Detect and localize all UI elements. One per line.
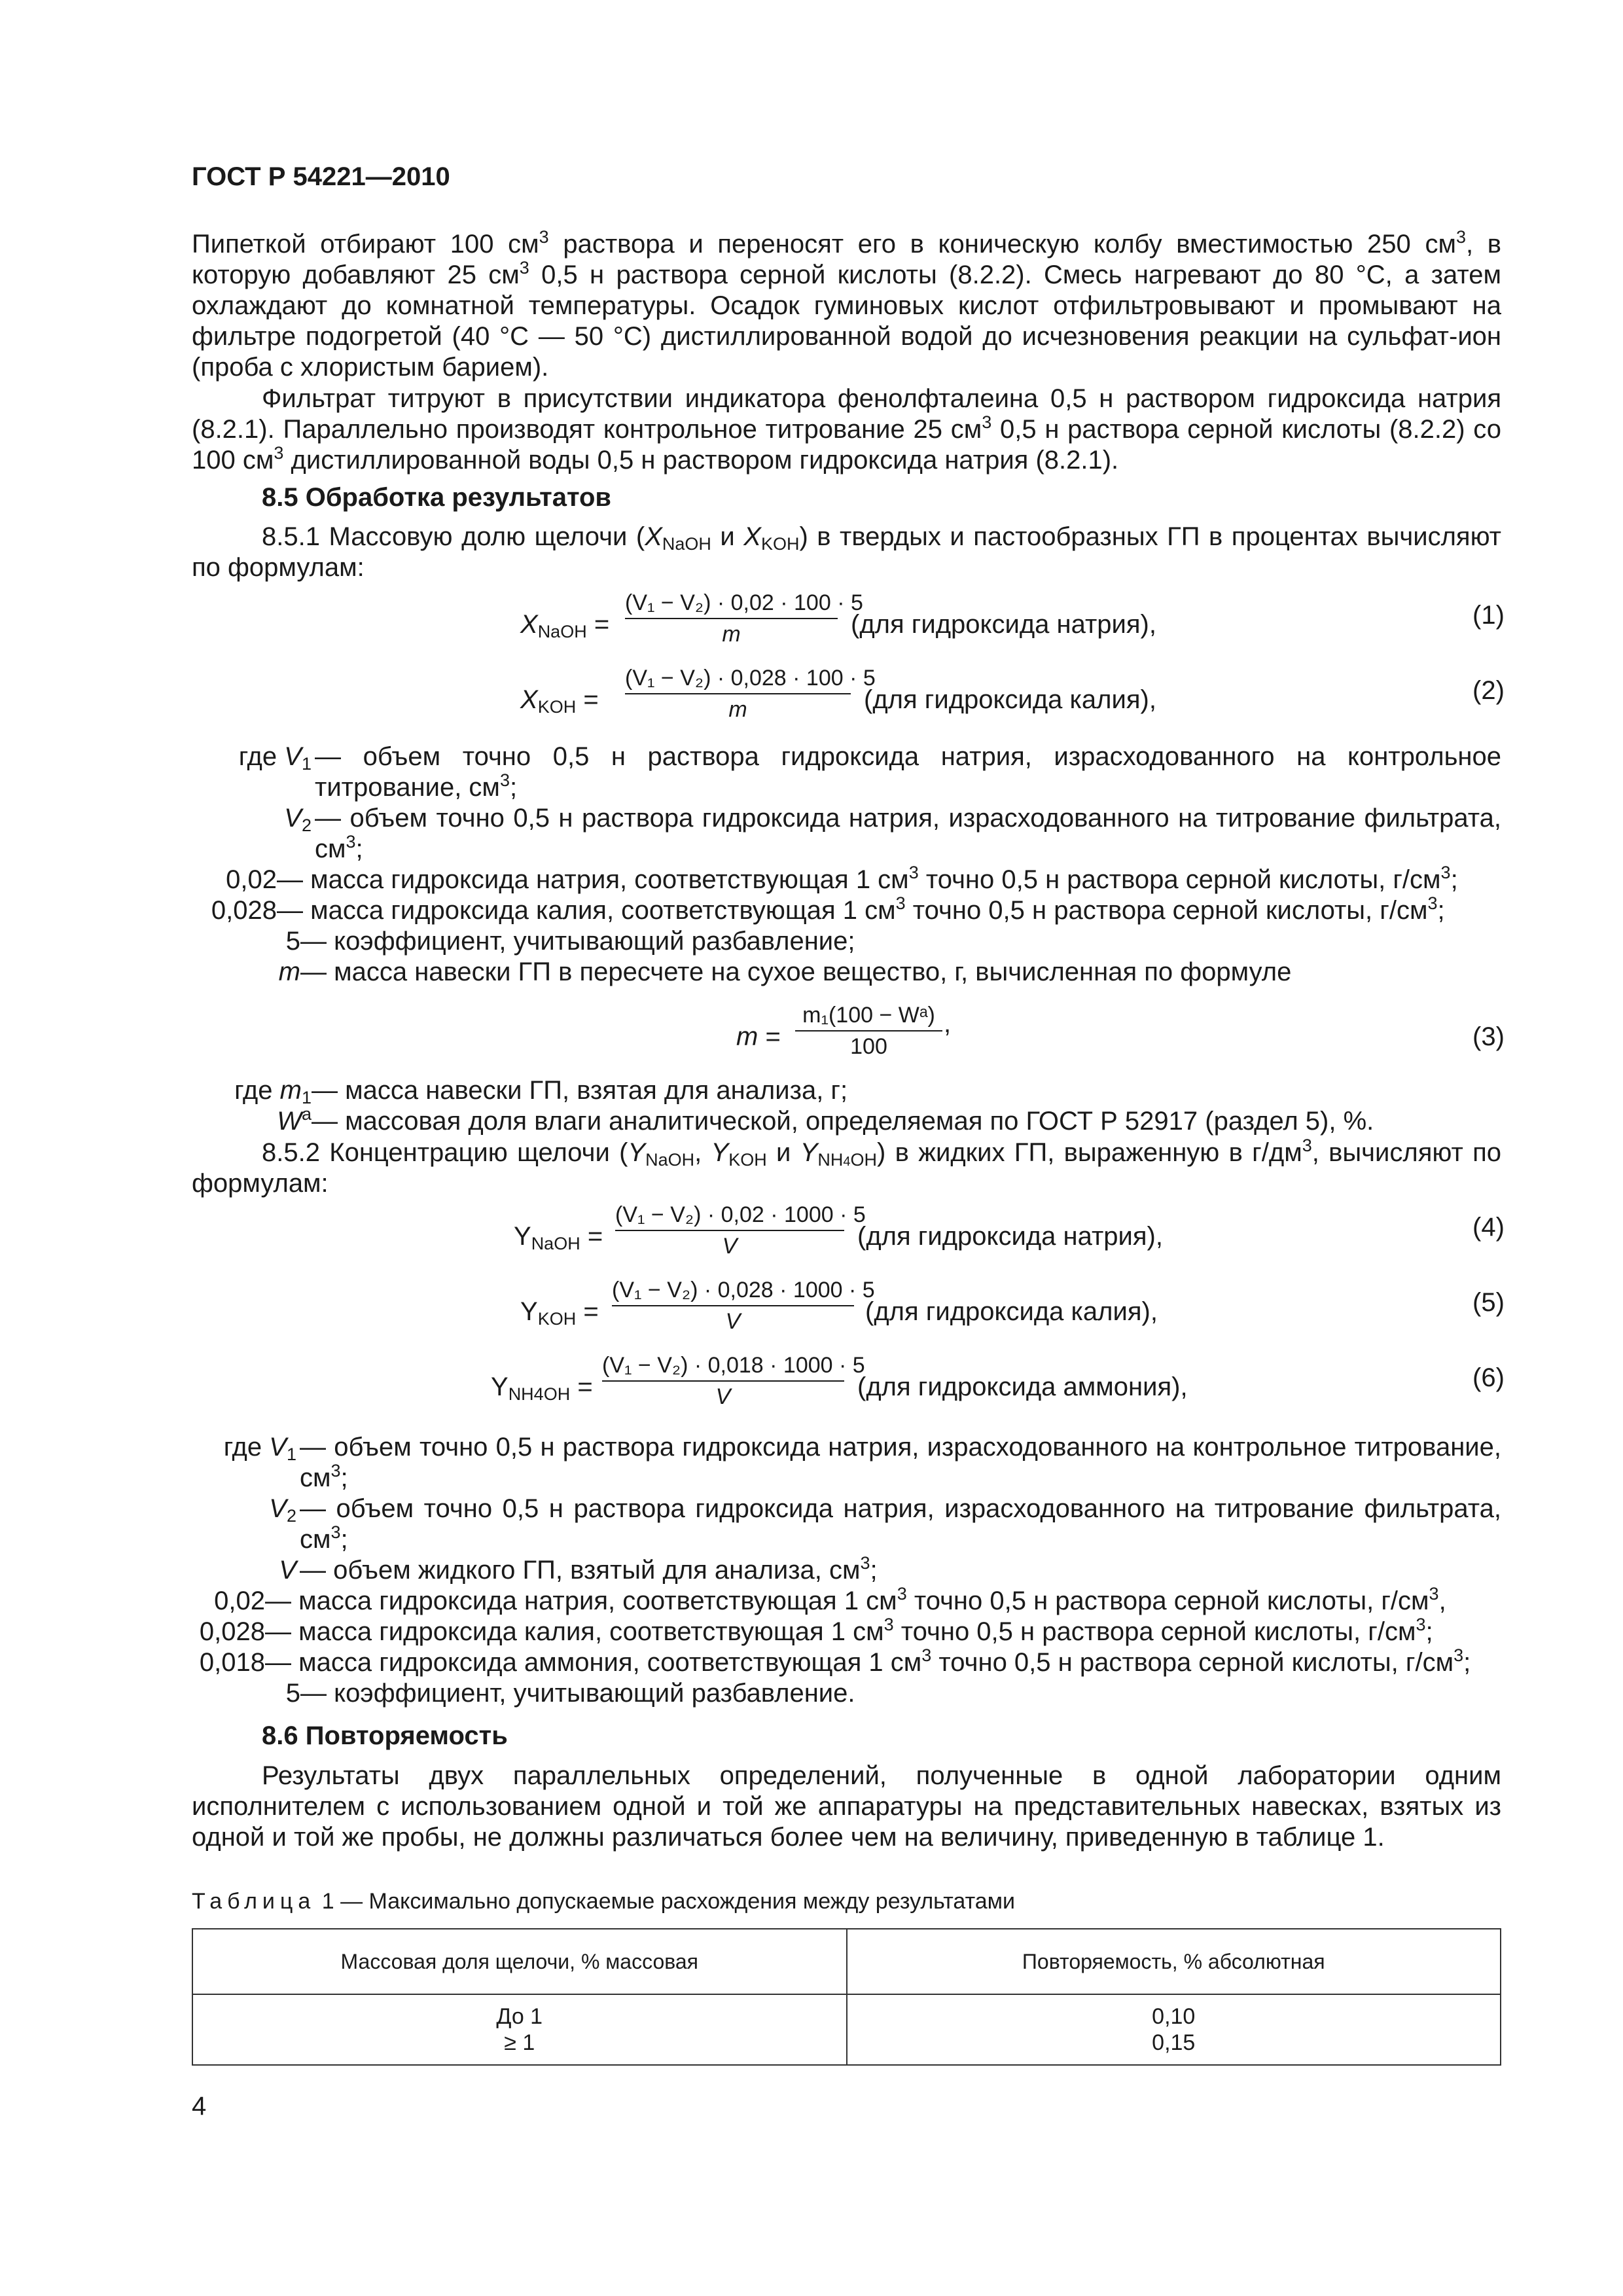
definition-v: V — объем жидкого ГП, взятый для анализа, $см^3$; — [279, 1553, 878, 1585]
definition-002: 0,02 — масса гидроксида натрия, соответствующая 1 $см^3$ точно 0,5 н раствора серной кислоты, $г/см^3$, — [214, 1584, 1446, 1615]
equation-number: (1) — [1472, 601, 1505, 630]
page-number: 4 — [192, 2092, 207, 2121]
definitions-3 — [192, 1432, 1501, 1709]
formula-2: $X_{KOH}$ = (V₁ − V₂) · 0,028 · 100 · 5 m (для гидроксида калия), (2) — [520, 666, 1505, 722]
document-header: ГОСТ Р 54221—2010 — [192, 162, 450, 191]
section-heading-8-5: 8.5 Обработка результатов — [262, 483, 612, 512]
paragraph-8-6: Результаты двух параллельных определений, полученные в одной лаборатории одним исполнителем с использованием одной и той же аппаратуры на представительных навесках, взятых из одной и той же пробы, не должны различаться более чем на величину, приведенную в таблице 1. — [192, 1761, 1501, 1852]
formula-5: $Y_{KOH}$ = (V₁ − V₂) · 0,028 · 1000 · 5 V (для гидроксида калия), (5) — [520, 1278, 1505, 1334]
equation-number: (3) — [1472, 1022, 1505, 1051]
definition-0028: 0,028 — масса гидроксида калия, соответствующая 1 $см^3$ точно 0,5 н раствора серной кислоты, $г/см^3$; — [211, 893, 1445, 925]
definition-m1: где $m_1$ — масса навески ГП, взятая для анализа, г; — [234, 1076, 848, 1107]
table-caption: Таблица 1 — Максимально допускаемые расхождения между результатами — [192, 1889, 1016, 1914]
definition-m: m — масса навески ГП в пересчете на сухое вещество, г, вычисленная по формуле — [278, 958, 1292, 986]
definition-0028: 0,028 — масса гидроксида калия, соответствующая 1 $см^3$ точно 0,5 н раствора серной кислоты, $г/см^3$; — [199, 1615, 1433, 1646]
definition-v2: $V_2$ — объем точно 0,5 н раствора гидроксида натрия, израсходованного на титрование фильтрата, $см^3$; — [269, 1494, 1501, 1554]
table-header-cell: Повторяемость, % абсолютная — [847, 1929, 1501, 1994]
definition-002: 0,02 — масса гидроксида натрия, соответствующая 1 $см^3$ точно 0,5 н раствора серной кислоты, $г/см^3$; — [226, 863, 1458, 894]
paragraph-8-5-2: 8.5.2 Концентрацию щелочи ($Y_{NaOH}$, $Y_{KOH}$ и $Y_{NH4OH}$) в жидких ГП, выраженную в $г/дм^3$, вычисляют по формулам: — [192, 1136, 1502, 1198]
table-cell: До 1 ≥ 1 — [192, 1994, 847, 2065]
equation-number: (2) — [1472, 676, 1505, 705]
definition-v2: $V_2$ — объем точно 0,5 н раствора гидроксида натрия, израсходованного на титрование фильтрата, $см^3$; — [284, 804, 1501, 863]
definition-v1: где $V_1$ — объем точно 0,5 н раствора гидроксида натрия, израсходованного на контрольное титрование, $см^3$; — [223, 1433, 1501, 1492]
definition-5: 5 — коэффициент, учитывающий разбавление. — [285, 1679, 855, 1708]
formula-4: $Y_{NaOH}$ = (V₁ − V₂) · 0,02 · 1000 · 5 V (для гидроксида натрия), (4) — [514, 1202, 1505, 1259]
table-header-cell: Массовая доля щелочи, % массовая — [192, 1929, 847, 1994]
equation-number: (5) — [1472, 1288, 1505, 1317]
formula-1: $X_{NaOH}$ = (V₁ − V₂) · 0,02 · 100 · 5 m (для гидроксида натрия), (1) — [520, 590, 1505, 647]
equation-number: (6) — [1472, 1363, 1505, 1392]
table-cell: 0,10 0,15 — [847, 1994, 1501, 2065]
definition-0018: 0,018 — масса гидроксида аммония, соответствующая 1 $см^3$ точно 0,5 н раствора серной кислоты, $г/см^3$; — [199, 1645, 1471, 1677]
definition-5: 5 — коэффициент, учитывающий разбавление; — [285, 927, 855, 956]
formula-3: m = m₁(100 − Wᵃ) 100 , (3) — [736, 1003, 1505, 1059]
definition-v1: где $V_1$ — объем точно 0,5 н раствора гидроксида натрия, израсходованного на контрольное титрование, $см^3$; — [238, 742, 1501, 802]
definitions-2 — [192, 1075, 1501, 1137]
formula-6: $Y_{NH4OH}$ = (V₁ − V₂) · 0,018 · 1000 · 5 V (для гидроксида аммония), (6) — [491, 1353, 1505, 1409]
equation-number: (4) — [1472, 1213, 1505, 1242]
definition-wa: $W^a$ — массовая доля влаги аналитической, определяемая по ГОСТ Р 52917 (раздел 5), %. — [277, 1104, 1374, 1136]
section-heading-8-6: 8.6 Повторяемость — [262, 1721, 508, 1750]
paragraph-8-5-1: 8.5.1 Массовую долю щелочи ($X_{NaOH}$ и $X_{KOH}$) в твердых и пастообразных ГП в процентах вычисляют по формулам: — [192, 522, 1502, 582]
definitions-1 — [192, 742, 1501, 988]
repeatability-table — [192, 1928, 1501, 2066]
paragraph-filtrate: Фильтрат титруют в присутствии индикатора фенолфталеина 0,5 н раствором гидроксида натрия (8.2.1). Параллельно производят контрольное титрование 25 $см^3$ 0,5 н раствора серной кислоты (8.2.2) со 100 $см^3$ дистиллированной воды 0,5 н раствором гидроксида натрия (8.2.1). — [192, 384, 1501, 475]
paragraph-pipette: Пипеткой отбирают 100 $см^3$ раствора и переносят его в коническую колбу вместимостью 250 $см^3$, в которую добавляют 25 $см^3$ 0,5 н раствора серной кислоты (8.2.2). Смесь нагревают до 80 °С, а затем охлаждают до комнатной температуры. Осадок гуминовых кислот отфильтровывают и промывают на фильтре подогретой (40 °С — 50 °С) дистиллированной водой до исчезновения реакции на сульфат-ион (проба с хлористым барием). — [192, 227, 1501, 382]
table-row — [192, 1994, 1501, 2065]
table-header-row — [192, 1929, 1501, 1994]
